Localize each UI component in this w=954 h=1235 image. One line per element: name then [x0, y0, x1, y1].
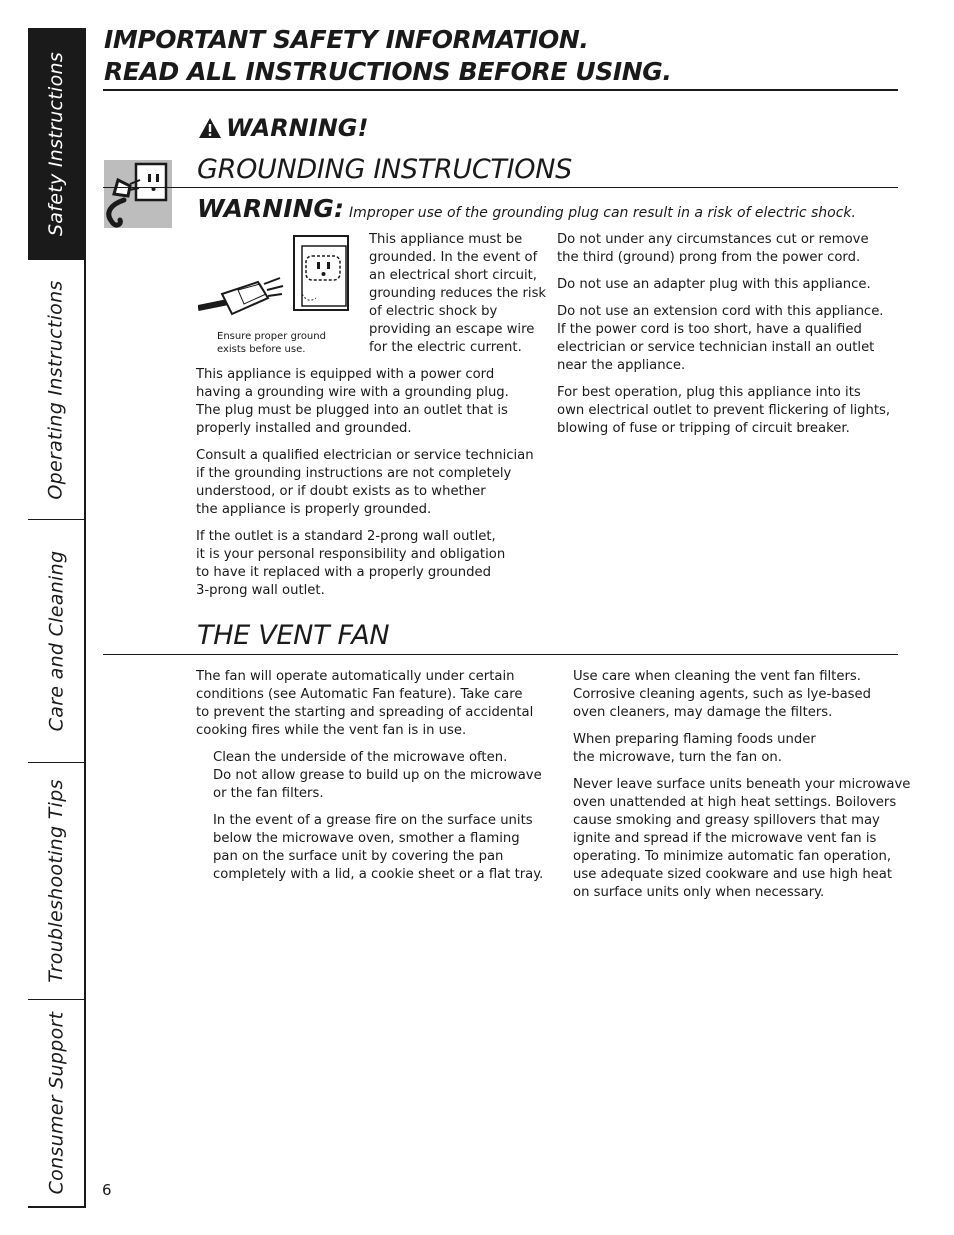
vent-fan-title: THE VENT FAN: [197, 620, 390, 651]
warning-triangle-icon: [198, 117, 222, 139]
paragraph: Do not under any circumstances cut or remove the third (ground) prong from the power cord.: [557, 232, 869, 265]
paragraph: Consult a qualified electrician or service technician if the grounding instructions are not completely understood, or if doubt exists as to whether the appliance is properly grounded.: [196, 448, 534, 517]
paragraph: This appliance must be grounded. In the event of an electrical short circuit, grounding reduces the risk of electric shock by providing an escape wire for the electric current.: [369, 232, 547, 355]
tab-label: Troubleshooting Tips: [45, 779, 68, 983]
warning-heading-text: WARNING!: [226, 114, 369, 142]
title-line-1: IMPORTANT SAFETY INFORMATION.: [104, 25, 589, 54]
paragraph: Never leave surface units beneath your microwave oven unattended at high heat settings. Boilovers cause smoking and greasy spillovers that may ignite and spread if the microwave vent fan is operating. To minimize automatic fan operation, use adequate sized cookware and use high heat on surface units only when necessary.: [573, 777, 911, 900]
grounding-right-column: [557, 231, 897, 447]
section-sidebar: [28, 28, 86, 1208]
warning-text: Improper use of the grounding plug can result in a risk of electric shock.: [349, 205, 856, 221]
header-rule: [103, 89, 898, 91]
plug-outlet-icon: [104, 160, 172, 228]
tab-consumer-support[interactable]: [28, 1000, 84, 1206]
paragraph: The fan will operate automatically under certain conditions (see Automatic Fan feature). Take care to prevent the starting and spreading of accidental cooking fires while the vent fan is in use.: [196, 669, 534, 738]
tab-safety-instructions[interactable]: [28, 28, 84, 260]
page-number: 6: [102, 1181, 112, 1199]
paragraph: If the outlet is a standard 2-prong wall outlet, it is your personal responsibility and obligation to have it replaced with a properly grounded 3-prong wall outlet.: [196, 529, 506, 598]
figure-caption: Ensure proper ground exists before use.: [217, 331, 326, 355]
vent-fan-right-column: [573, 668, 913, 911]
tab-label: Care and Cleaning: [45, 550, 68, 732]
tab-operating-instructions[interactable]: [28, 260, 84, 520]
paragraph: Do not use an extension cord with this appliance. If the power cord is too short, have a qualified electrician or service technician install an outlet near the appliance.: [557, 304, 884, 373]
tab-label: Operating Instructions: [45, 279, 67, 500]
tab-label: Consumer Support: [45, 1011, 67, 1195]
paragraph: Use care when cleaning the vent fan filters. Corrosive cleaning agents, such as lye-based oven cleaners, may damage the filters.: [573, 669, 872, 720]
paragraph: This appliance is equipped with a power cord having a grounding wire with a grounding plug. The plug must be plugged into an outlet that is properly installed and grounded.: [196, 367, 509, 436]
paragraph: Clean the underside of the microwave often. Do not allow grease to build up on the microwave or the fan filters.: [213, 750, 542, 801]
tab-care-and-cleaning[interactable]: [28, 520, 84, 763]
grounding-beside-figure: [369, 231, 549, 366]
paragraph: When preparing flaming foods under the microwave, turn the fan on.: [573, 732, 816, 765]
tab-troubleshooting-tips[interactable]: [28, 763, 84, 1000]
grounding-plug-illustration: [198, 232, 358, 332]
paragraph: In the event of a grease fire on the surface units below the microwave oven, smother a flaming pan on the surface unit by covering the pan completely with a lid, a cookie sheet or a flat tray.: [213, 813, 544, 882]
title-line-2: READ ALL INSTRUCTIONS BEFORE USING.: [104, 57, 672, 86]
vent-fan-rule: [103, 654, 898, 655]
warning-heading: [198, 114, 368, 142]
grounding-rule: [103, 187, 898, 188]
warning-label: WARNING:: [197, 194, 344, 223]
vent-fan-left-column: [196, 668, 546, 893]
paragraph: Do not use an adapter plug with this appliance.: [557, 277, 871, 292]
paragraph: For best operation, plug this appliance into its own electrical outlet to prevent flickering of lights, blowing of fuse or tripping of circuit breaker.: [557, 385, 891, 436]
page-title: [104, 24, 672, 88]
grounding-left-column: [196, 366, 536, 609]
grounding-title: GROUNDING INSTRUCTIONS: [197, 154, 572, 185]
tab-label: Safety Instructions: [45, 51, 68, 236]
grounding-warning: [197, 194, 856, 223]
